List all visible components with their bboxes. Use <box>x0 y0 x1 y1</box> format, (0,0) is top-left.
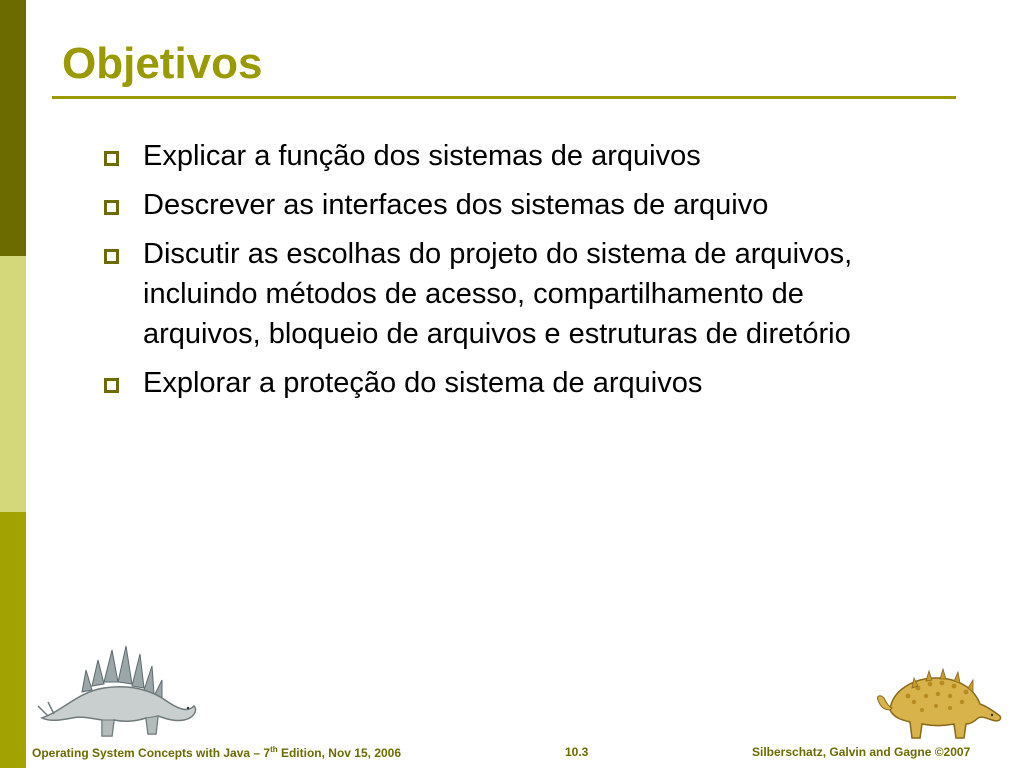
stegosaurus-icon <box>34 640 200 740</box>
bullet-text: Discutir as escolhas do projeto do sistema de arquivos, incluindo métodos de acesso, compartilhamento de arquivos, bloqueio de arquivos e estruturas de diretório <box>143 238 853 350</box>
bullet-item <box>104 363 894 403</box>
footer-copyright: Silberschatz, Galvin and Gagne ©2007 <box>752 745 971 759</box>
bullet-item <box>104 136 894 176</box>
bullet-item <box>104 234 894 354</box>
bullet-text: Explorar a proteção do sistema de arquivos <box>143 367 703 399</box>
side-band-mid <box>0 512 26 768</box>
bullet-text: Explicar a função dos sistemas de arquivos <box>143 140 701 172</box>
bullet-list <box>104 136 894 412</box>
ankylosaurus-icon <box>874 666 1006 744</box>
square-bullet-icon <box>104 378 119 393</box>
title-underline <box>52 96 956 99</box>
square-bullet-icon <box>104 249 119 264</box>
side-band-dark <box>0 0 26 256</box>
side-band-light <box>0 256 26 512</box>
bullet-text: Descrever as interfaces dos sistemas de arquivo <box>143 189 769 221</box>
bullet-item <box>104 185 894 225</box>
square-bullet-icon <box>104 200 119 215</box>
footer-book-title: Operating System Concepts with Java – 7th Edition, Nov 15, 2006 <box>32 745 402 760</box>
square-bullet-icon <box>104 151 119 166</box>
footer-page-number: 10.3 <box>565 745 589 759</box>
slide-title: Objetivos <box>62 39 263 88</box>
